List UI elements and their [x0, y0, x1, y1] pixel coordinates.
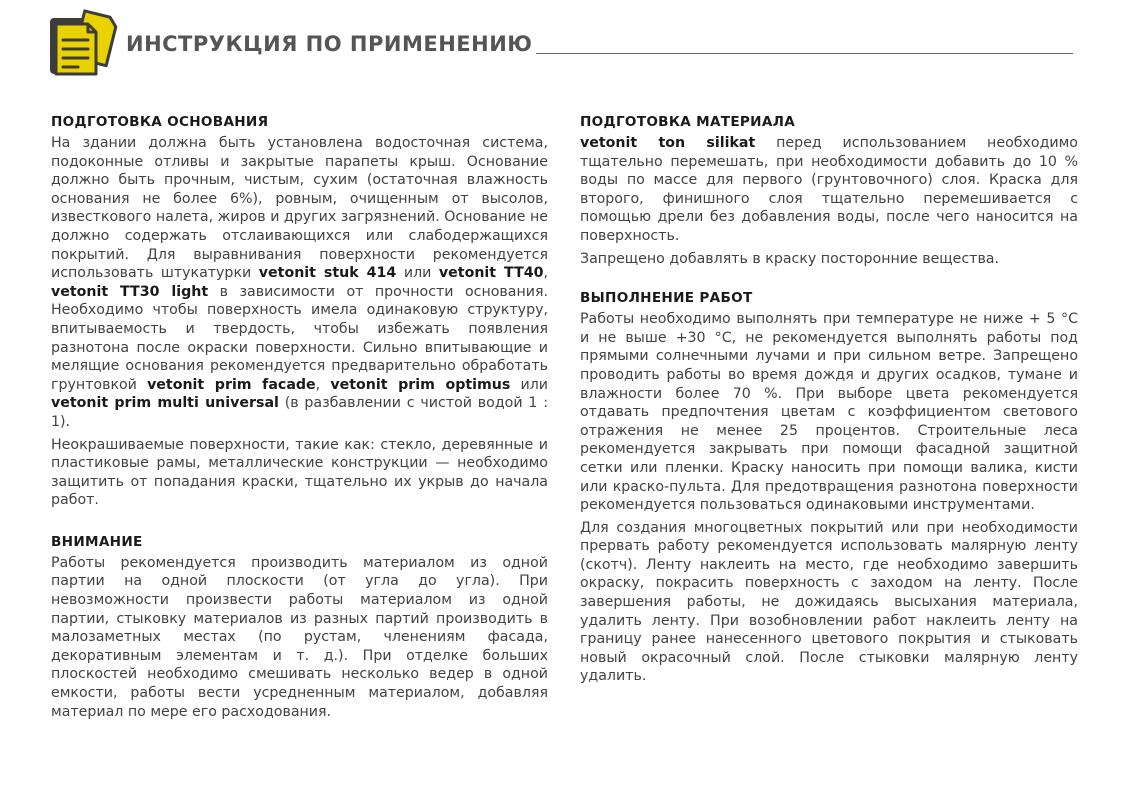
section-title: ПОДГОТОВКА ОСНОВАНИЯ [51, 114, 269, 130]
section-title: ПОДГОТОВКА МАТЕРИАЛА [580, 114, 796, 130]
section-prep-material [580, 113, 1078, 268]
product-name: vetonit TT30 light [51, 283, 209, 300]
paragraph: vetonit ton silikat перед использованием необходимо тщательно перемешать, при необходимости добавить до 10 % воды по массе для первого (грунтовочного) слоя. Краска для второго, финишного слоя тщательно перемешивается с помощью дрели без добавления воды, после чего наносится на поверхность. [580, 135, 1078, 244]
product-name: vetonit prim optimus [330, 376, 511, 393]
page-header [48, 8, 1078, 80]
paragraph: Работы рекомендуется производить материалом из одной партии на одной плоскости (от угла до угла). При невозможности произвести работы материалом из одной партии, стыковку материалов из разных партий производить в малозаметных местах (по рустам, членениям фасада, декоративным элементам и т. д.). При отделке больших плоскостей необходимо смешивать несколько ведер в одной емкости, работы вести усредненным материалом, добавляя материал по мере его расходования. [51, 554, 548, 720]
product-name: vetonit stuk 414 [258, 265, 397, 282]
spacer [51, 514, 548, 533]
section-title: ВНИМАНИЕ [51, 533, 143, 550]
document-icon [48, 8, 118, 78]
section-prep-base [51, 113, 548, 510]
paragraph: Запрещено добавлять в краску посторонние вещества. [580, 250, 1000, 267]
left-column [51, 113, 548, 725]
paragraph: Работы необходимо выполнять при температуре не ниже + 5 °С и не выше +30 °С, не рекомендуется выполнять работы под прямыми солнечными лучами и при сильном ветре. Запрещено проводить работы во время дождя и других осадков, тумане и влажности более 70 %. При выборе цвета рекомендуется отдавать предпочтения цветам с коэффициентом светового отражения не менее 25 процентов. Строительные леса рекомендуется закрывать при помощи фасадной защитной сетки или пленки. Краску наносить при помощи валика, кисти или краско-пульта. Для предотвращения разнотона поверхности рекомендуется пользоваться одинаковыми инструментами. [580, 311, 1078, 514]
paragraph: На здании должна быть установлена водосточная система, подоконные отливы и закрытые парапеты крыш. Основание должно быть прочным, чистым, сухим (остаточная влажность основания не более 6%), ровным, очищенным от высолов, известкового налета, жиров и других загрязнений. Основание не должно содержать отслаивающихся или слабодержащихся покрытий. Для выравнивания поверхности рекомендуется использовать штукатурки vetonit stuk 414 или vetonit TT40, vetonit TT30 light в зависимости от прочности основания. Необходимо чтобы поверхность имела одинаковую структуру, впитываемость и твердость, чтобы избежать появления разнотона после окраски поверхности. Сильно впитывающие и мелящие основания рекомендуется предварительно обработать грунтовкой vetonit prim facade, vetonit prim optimus или vetonit prim multi universal (в разбавлении с чистой водой 1 : 1). [51, 135, 548, 430]
header-divider [536, 53, 1073, 54]
product-name: vetonit prim multi universal [51, 395, 279, 412]
section-work [580, 289, 1078, 686]
paragraph: Для создания многоцветных покрытий или при необходимости прервать работу рекомендуется использовать малярную ленту (скотч). Ленту наклеить на место, где необходимо завершить окраску, покрасить поверхность с заходом на ленту. После завершения работы, не дожидаясь высыхания материала, удалить ленту. При возобновлении работ наклеить ленту на границу ранее нанесенного цветового покрытия и стыковать новый окрасочный слой. После стыковки малярную ленту удалить. [580, 519, 1078, 685]
right-column [580, 113, 1078, 690]
product-name: vetonit ton silikat [580, 135, 756, 151]
section-title: ВЫПОЛНЕНИЕ РАБОТ [580, 290, 753, 307]
page-title: ИНСТРУКЦИЯ ПО ПРИМЕНЕНИЮ [126, 32, 533, 56]
product-name: vetonit TT40 [438, 265, 544, 282]
section-attention [51, 533, 548, 721]
spacer [580, 272, 1078, 289]
paragraph: Неокрашиваемые поверхности, такие как: стекло, деревянные и пластиковые рамы, металлические конструкции — необходимо защитить от попадания краски, тщательно их укрыв до начала работ. [51, 436, 548, 509]
product-name: vetonit prim facade [147, 376, 316, 393]
